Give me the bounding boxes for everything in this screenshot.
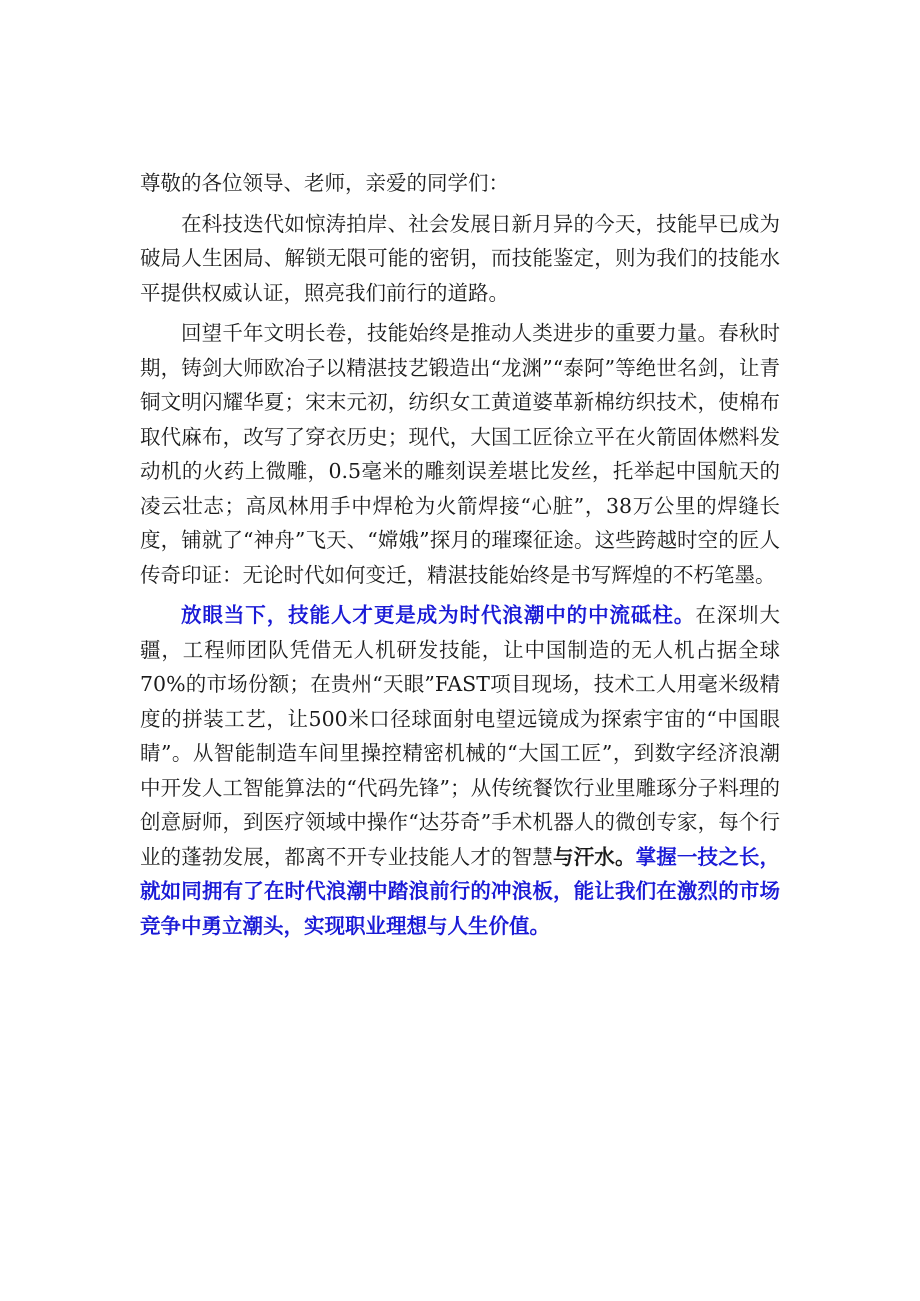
paragraph-intro: 在科技迭代如惊涛拍岸、社会发展日新月异的今天，技能早已成为破局人生困局、解锁无限可能的密钥，而技能鉴定，则为我们的技能水平提供权威认证，照亮我们前行的道路。 — [140, 211, 780, 305]
paragraph-history: 回望千年文明长卷，技能始终是推动人类进步的重要力量。春秋时期，铸剑大师欧冶子以精湛技艺锻造出“龙渊”“泰阿”等绝世名剑，让青铜文明闪耀华夏；宋末元初，纺织女工黄道婆革新棉纺织技术，使棉布取代麻布，改写了穿衣历史；现代，大国工匠徐立平在火箭固体燃料发动机的火药上微雕，0.5毫米的雕刻误差堪比发丝，托举起中国航天的凌云壮志；高凤林用手中焊枪为火箭焊接“心脏”，38万公里的焊缝长度，铺就了“神舟”飞天、“嫦娥”探月的璀璨征途。这些跨越时空的匠人传奇印证：无论时代如何变迁，精湛技能始终是书写辉煌的不朽笔墨。 — [140, 321, 780, 587]
present-lead-sentence: 放眼当下，技能人才更是成为时代浪潮中的中流砥柱。 — [181, 603, 696, 627]
present-bold-text: 与汗水。 — [553, 844, 636, 869]
present-closing-sentence: 掌握一技之长，就如同拥有了在时代浪潮中踏浪前行的冲浪板，能让我们在激烈的市场竞争中勇立潮头，实现职业理想与人生价值。 — [140, 844, 781, 938]
speech-body — [140, 166, 780, 949]
present-body-text: 在深圳大疆，工程师团队凭借无人机研发技能，让中国制造的无人机占据全球70%的市场份额；在贵州“天眼”FAST项目现场，技术工人用毫米级精度的拼装工艺，让500米口径球面射电望远镜成为探索宇宙的“中国眼睛”。从智能制造车间里操控精密机械的“大国工匠”，到数字经济浪潮中开发人工智能算法的“代码先锋”；从传统餐饮行业里雕琢分子料理的创意厨师，到医疗领域中操作“达芬奇”手术机器人的微创专家，每个行业的蓬勃发展，都离不开专业技能人才的智慧 — [140, 603, 781, 869]
greeting-line: 尊敬的各位领导、老师，亲爱的同学们： — [140, 171, 509, 195]
paragraph-present — [140, 598, 780, 943]
